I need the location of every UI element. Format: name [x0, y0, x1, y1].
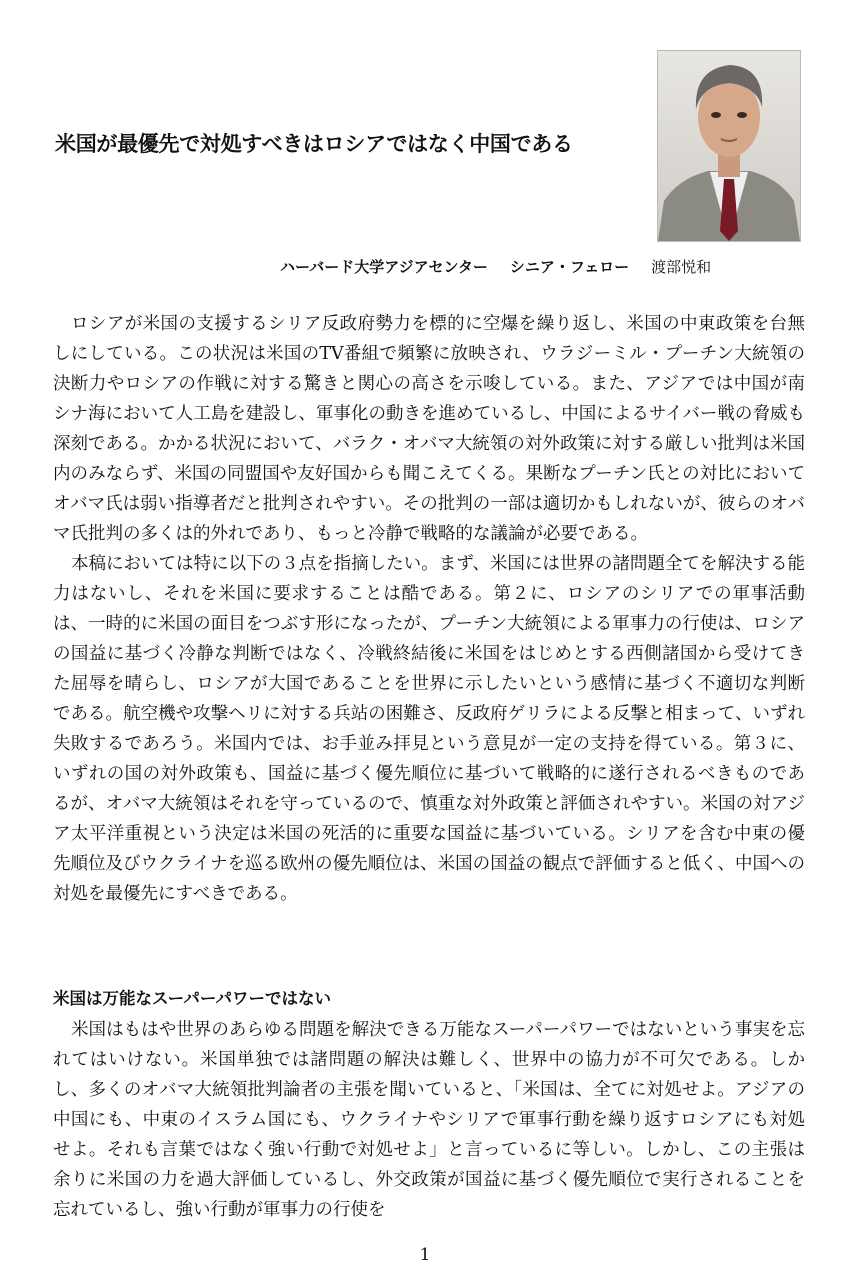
page-number: 1: [419, 1245, 431, 1265]
article-body: [53, 309, 805, 909]
byline-author: 渡部悦和: [651, 258, 712, 276]
article-paragraph: ロシアが米国の支援するシリア反政府勢力を標的に空爆を繰り返し、米国の中東政策を台無しにしている。この状況は米国のTV番組で頻繁に放映され、ウラジーミル・プーチン大統領の決断力やロシアの作戦に対する驚きと関心の高さを示唆している。また、アジアでは中国が南シナ海において人工島を建設し、軍事化の動きを進めているし、中国によるサイバー戦の脅威も深刻である。かかる状況において、バラク・オバマ大統領の対外政策に対する厳しい批判は米国内のみならず、米国の同盟国や友好国からも聞こえてくる。果断なプーチン氏との対比においてオバマ氏は弱い指導者だと批判されやすい。その批判の一部は適切かもしれないが、彼らのオバマ氏批判の多くは的外れであり、もっと冷静で戦略的な議論が必要である。: [53, 314, 805, 544]
article-paragraph: 本稿においては特に以下の３点を指摘したい。まず、米国には世界の諸問題全てを解決する能力はないし、それを米国に要求することは酷である。第２に、ロシアのシリアでの軍事活動は、一時的に米国の面目をつぶす形になったが、プーチン大統領による軍事力の行使は、ロシアの国益に基づく冷静な判断ではなく、冷戦終結後に米国をはじめとする西側諸国から受けてきた屈辱を晴らし、ロシアが大国であることを世界に示したいという感情に基づく不適切な判断である。航空機や攻撃ヘリに対する兵站の困難さ、反政府ゲリラによる反撃と相まって、いずれ失敗するであろう。米国内では、お手並み拝見という意見が一定の支持を得ている。第３に、いずれの国の対外政策も、国益に基づく優先順位に基づいて戦略的に遂行されるべきものであるが、オバマ大統領はそれを守っているので、慎重な対外政策と評価されやすい。米国の対アジア太平洋重視という決定は米国の死活的に重要な国益に基づいている。シリアを含む中東の優先順位及びウクライナを巡る欧州の優先順位は、米国の国益の観点で評価すると低く、中国への対処を最優先にすべきである。: [53, 554, 805, 904]
section-heading: 米国は万能なスーパーパワーではない: [53, 989, 332, 1008]
author-byline: [280, 256, 711, 277]
byline-affiliation: ハーバード大学アジアセンター: [280, 258, 488, 276]
section-body: [53, 1015, 805, 1225]
byline-position: シニア・フェロー: [509, 258, 630, 276]
section-paragraph: 米国はもはや世界のあらゆる問題を解決できる万能なスーパーパワーではないという事実を忘れてはいけない。米国単独では諸問題の解決は難しく、世界中の協力が不可欠である。しかし、多くのオバマ大統領批判論者の主張を聞いていると、「米国は、全てに対処せよ。アジアの中国にも、中東のイスラム国にも、ウクライナやシリアで軍事行動を繰り返すロシアにも対処せよ。それも言葉ではなく強い行動で対処せよ」と言っているに等しい。しかし、この主張は余りに米国の力を過大評価しているし、外交政策が国益に基づく優先順位で実行されることを忘れているし、強い行動が軍事力の行使を: [53, 1020, 805, 1220]
author-photo: [657, 50, 801, 242]
article-title: 米国が最優先で対処すべきはロシアではなく中国である: [55, 132, 573, 156]
